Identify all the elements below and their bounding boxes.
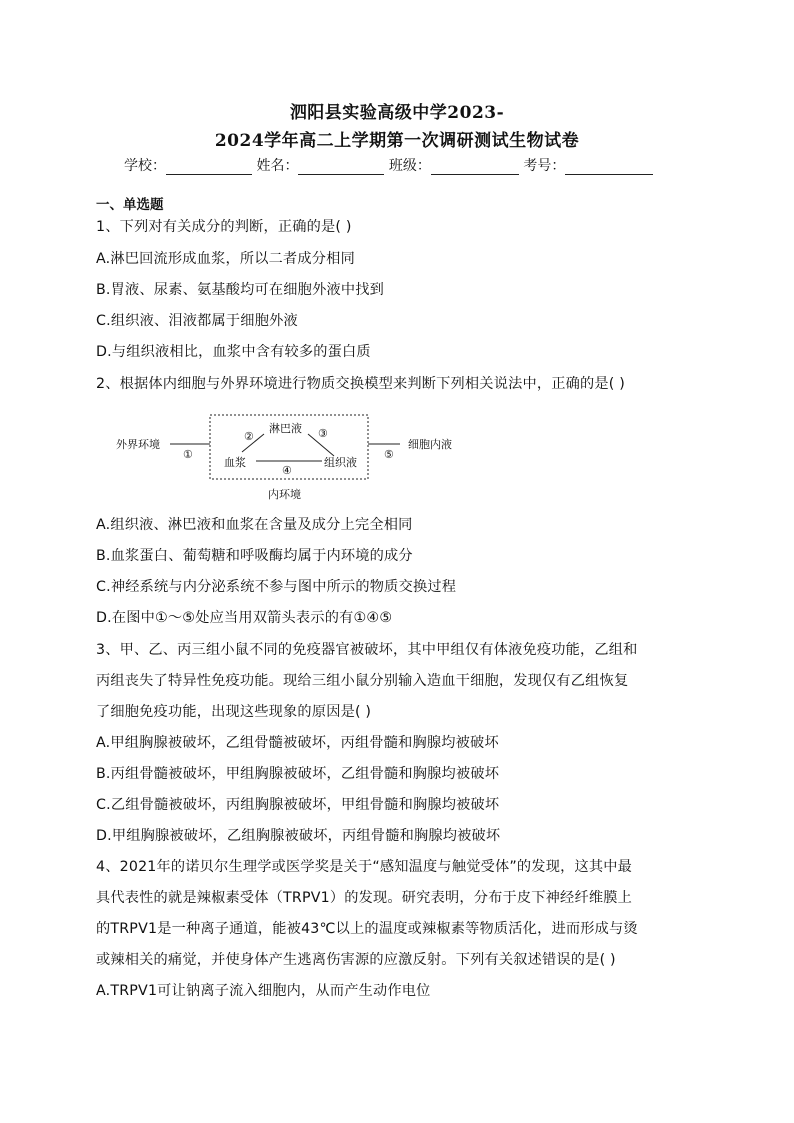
- question-2-option-c[interactable]: C.神经系统与内分泌系统不参与图中所示的物质交换过程: [96, 579, 457, 595]
- question-2-option-d[interactable]: D.在图中①～⑤处应当用双箭头表示的有①④⑤: [96, 610, 393, 626]
- class-blank[interactable]: [431, 160, 519, 175]
- class-label: 班级：: [388, 158, 431, 174]
- question-3-option-d[interactable]: D.甲组胸腺被破坏，乙组胸腺被破坏，丙组骨髓和胸腺均被破坏: [96, 828, 501, 844]
- question-4-stem-line4: 或辣相关的痛觉，并使身体产生逃离伤害源的应激反射。下列有关叙述错误的是( ): [96, 952, 616, 968]
- internal-environment-label: 内环境: [268, 488, 301, 501]
- question-1-option-c[interactable]: C.组织液、泪液都属于细胞外液: [96, 313, 298, 329]
- outer-environment-label: 外界环境: [116, 438, 160, 451]
- question-4-stem-line3: 的TRPV1是一种离子通道，能被43℃以上的温度或辣椒素等物质活化，进而形成与烫: [96, 921, 638, 937]
- question-2-option-b[interactable]: B.血浆蛋白、葡萄糖和呼吸酶均属于内环境的成分: [96, 548, 413, 564]
- question-3-option-b[interactable]: B.丙组骨髓被破坏，甲组胸腺被破坏，乙组骨髓和胸腺均被破坏: [96, 766, 500, 782]
- question-4-stem-line2: 具代表性的就是辣椒素受体（TRPV1）的发现。研究表明，分布于皮下神经纤维膜上: [96, 890, 632, 906]
- number-3: ③: [318, 427, 328, 440]
- intracellular-fluid-label: 细胞内液: [408, 438, 452, 451]
- lymph-label: 淋巴液: [269, 422, 302, 435]
- question-3-option-c[interactable]: C.乙组骨髓被破坏，丙组胸腺被破坏，甲组骨髓和胸腺均被破坏: [96, 797, 500, 813]
- question-1-option-d[interactable]: D.与组织液相比，血浆中含有较多的蛋白质: [96, 344, 371, 360]
- question-4-option-a[interactable]: A.TRPV1可让钠离子流入细胞内，从而产生动作电位: [96, 983, 431, 999]
- name-blank[interactable]: [298, 160, 384, 175]
- question-1-option-b[interactable]: B.胃液、尿素、氨基酸均可在细胞外液中找到: [96, 282, 385, 298]
- student-info-row: [124, 155, 684, 175]
- plasma-label: 血浆: [224, 456, 246, 469]
- school-label: 学校：: [124, 158, 166, 174]
- exam-title-line2: 2024学年高二上学期第一次调研测试生物试卷: [214, 131, 580, 151]
- number-2: ②: [244, 430, 254, 443]
- exam-title-line1: 泗阳县实验高级中学2023-: [289, 103, 505, 123]
- question-3-stem-line3: 了细胞免疫功能，出现这些现象的原因是( ): [96, 704, 372, 720]
- question-1-stem: 1、下列对有关成分的判断，正确的是( ): [96, 219, 352, 235]
- number-4: ④: [282, 464, 292, 477]
- question-4-stem-line1: 4、2021年的诺贝尔生理学或医学奖是关于“感知温度与触觉受体”的发现，这其中最: [96, 859, 633, 875]
- exchange-diagram-svg: [112, 412, 472, 508]
- question-3-stem-line1: 3、甲、乙、丙三组小鼠不同的免疫器官被破坏，其中甲组仅有体液免疫功能，乙组和: [96, 642, 638, 658]
- school-blank[interactable]: [166, 160, 252, 175]
- exam-number-blank[interactable]: [565, 160, 653, 175]
- question-2-stem: 2、根据体内细胞与外界环境进行物质交换模型来判断下列相关说法中，正确的是( ): [96, 376, 625, 392]
- section-title: 一、单选题: [96, 197, 164, 213]
- name-label: 姓名：: [256, 158, 299, 174]
- tissue-fluid-label: 组织液: [324, 456, 357, 469]
- question-2-option-a[interactable]: A.组织液、淋巴液和血浆在含量及成分上完全相同: [96, 517, 413, 533]
- question-3-option-a[interactable]: A.甲组胸腺被破坏，乙组骨髓被破坏，丙组骨髓和胸腺均被破坏: [96, 735, 499, 751]
- exchange-diagram: [112, 412, 472, 508]
- question-3-stem-line2: 丙组丧失了特异性免疫功能。现给三组小鼠分别输入造血干细胞，发现仅有乙组恢复: [96, 673, 629, 689]
- question-1-option-a[interactable]: A.淋巴回流形成血浆，所以二者成分相同: [96, 251, 355, 267]
- number-5: ⑤: [384, 448, 394, 461]
- exam-number-label: 考号：: [523, 158, 566, 174]
- number-1: ①: [183, 448, 193, 461]
